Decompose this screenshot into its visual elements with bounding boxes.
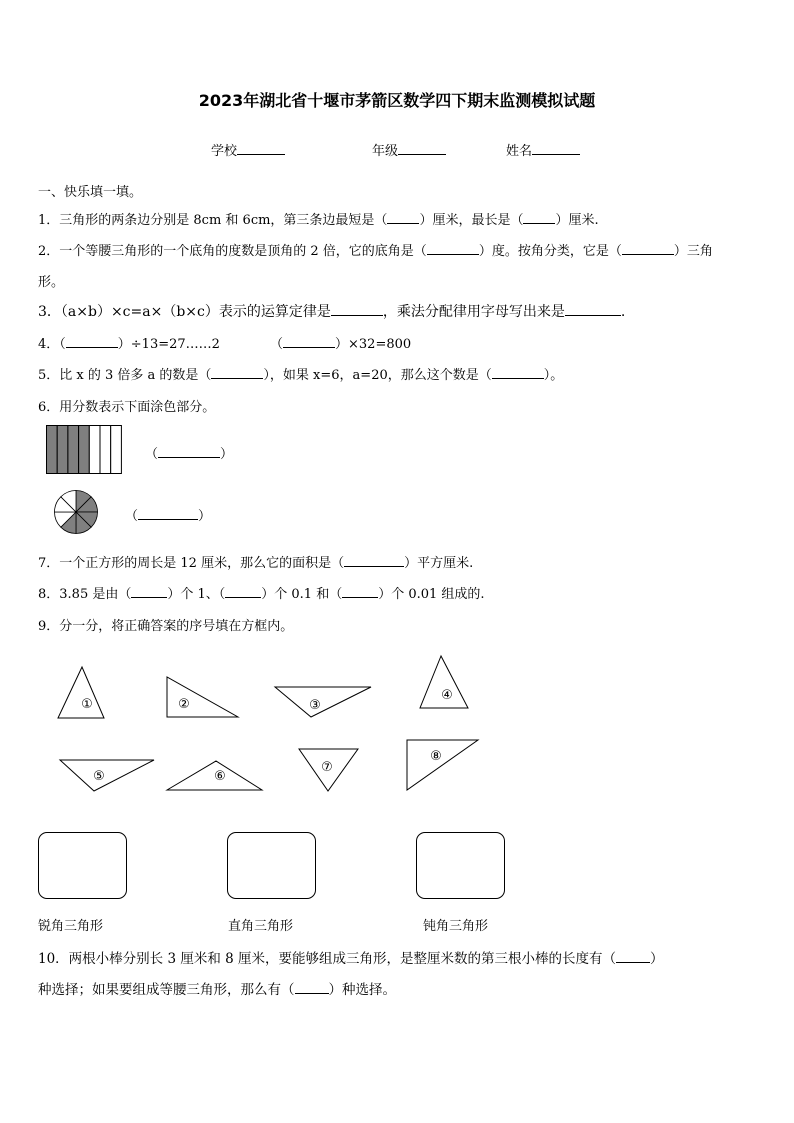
q8-blank-3[interactable] xyxy=(342,585,378,598)
school-label: 学校 xyxy=(211,144,238,159)
q1-text-a: 1．三角形的两条边分别是 8cm 和 6cm，第三条边最短是（ xyxy=(38,213,388,228)
q2-text-b: ）度。按角分类，它是（ xyxy=(478,244,622,259)
name-field xyxy=(506,140,580,159)
page-title: 2023年湖北省十堰市茅箭区数学四下期末监测模拟试题 xyxy=(198,91,596,110)
name-label: 姓名 xyxy=(506,144,533,159)
q8-blank-2[interactable] xyxy=(225,585,261,598)
q1-text-c: ）厘米. xyxy=(555,213,599,228)
q6-blank-1[interactable] xyxy=(158,445,220,458)
q2-text-c: ）三角 xyxy=(673,244,713,259)
q4-text-b: ）÷13=27……2 xyxy=(117,337,220,352)
section-heading: 一、快乐填一填。 xyxy=(38,185,143,200)
q10-text-c: 种选择；如果要组成等腰三角形，那么有（ xyxy=(38,982,295,998)
q6-blank-2[interactable] xyxy=(138,507,198,520)
triangle-7-label: ⑦ xyxy=(321,760,333,775)
triangle-6-label: ⑥ xyxy=(214,769,226,784)
q3-text-c: . xyxy=(620,304,626,320)
q3-blank-1[interactable] xyxy=(331,303,383,316)
question-10 xyxy=(38,947,664,967)
triangle-4[interactable] xyxy=(420,656,468,708)
triangle-3-label: ③ xyxy=(309,698,321,713)
q8-blank-1[interactable] xyxy=(131,585,167,598)
question-8 xyxy=(38,583,485,602)
q5-blank-2[interactable] xyxy=(492,366,544,379)
right-triangle-box[interactable] xyxy=(227,832,316,899)
triangle-2-label: ② xyxy=(178,697,190,712)
question-2 xyxy=(38,240,713,259)
q4-text-d: ）×32=800 xyxy=(335,337,412,352)
triangle-4-label: ④ xyxy=(441,688,453,703)
question-10-cont xyxy=(38,978,396,998)
rect-shaded-part-3 xyxy=(68,426,79,474)
rect-shaded-part-4 xyxy=(79,426,90,474)
q10-text-d: ）种选择。 xyxy=(328,982,396,998)
obtuse-triangle-box[interactable] xyxy=(416,832,505,899)
triangle-8-label: ⑧ xyxy=(430,749,442,764)
right-triangle-label: 直角三角形 xyxy=(228,919,294,934)
rect-shaded-part-2 xyxy=(57,426,68,474)
q8-text-d: ）个 0.01 组成的. xyxy=(378,587,485,602)
q5-text-a: 5．比 x 的 3 倍多 a 的数是（ xyxy=(38,368,212,383)
school-field xyxy=(211,140,285,159)
q8-text-c: ）个 0.1 和（ xyxy=(261,587,343,602)
q7-text-b: ）平方厘米. xyxy=(404,556,474,571)
triangle-1-label: ① xyxy=(81,697,93,712)
question-3 xyxy=(38,301,625,321)
shaded-rectangle-figure xyxy=(46,425,122,475)
question-6: 6．用分数表示下面涂色部分。 xyxy=(38,400,216,415)
rect-part-7 xyxy=(111,426,122,474)
question-5 xyxy=(38,364,563,383)
triangle-5[interactable] xyxy=(60,760,154,791)
name-blank[interactable] xyxy=(532,142,580,155)
q7-text-a: 7．一个正方形的周长是 12 厘米，那么它的面积是（ xyxy=(38,556,345,571)
question-1 xyxy=(38,209,599,228)
q1-blank-1[interactable] xyxy=(387,211,419,224)
rect-part-5 xyxy=(89,426,100,474)
q5-text-c: ）。 xyxy=(543,368,564,383)
q6-answer-1 xyxy=(145,443,233,462)
rect-part-6 xyxy=(100,426,111,474)
q4-text-c: （ xyxy=(270,337,284,352)
q2-blank-1[interactable] xyxy=(427,242,479,255)
question-4a xyxy=(38,333,220,352)
q2-blank-2[interactable] xyxy=(622,242,674,255)
q8-text-b: ）个 1、（ xyxy=(167,587,226,602)
q8-text-a: 8．3.85 是由（ xyxy=(38,587,132,602)
acute-triangle-box[interactable] xyxy=(38,832,127,899)
q4-text-a: 4．（ xyxy=(38,337,66,352)
q3-blank-2[interactable] xyxy=(565,303,621,316)
q10-blank-1[interactable] xyxy=(616,950,650,963)
q3-text-a: 3．（a×b）×c=a×（b×c）表示的运算定律是 xyxy=(38,304,331,320)
triangle-2[interactable] xyxy=(167,677,238,717)
obtuse-triangle-label: 钝角三角形 xyxy=(423,919,489,934)
q10-blank-2[interactable] xyxy=(295,981,329,994)
acute-triangle-label: 锐角三角形 xyxy=(38,919,104,934)
triangle-3[interactable] xyxy=(275,687,371,717)
question-7 xyxy=(38,552,473,571)
triangle-5-label: ⑤ xyxy=(93,769,105,784)
q6-answer-2 xyxy=(125,505,211,524)
triangles-figure xyxy=(0,650,794,810)
q1-blank-2[interactable] xyxy=(523,211,555,224)
q10-text-b: ） xyxy=(650,951,664,967)
grade-field xyxy=(372,140,446,159)
q6-paren-open-2: （ xyxy=(125,509,139,524)
grade-label: 年级 xyxy=(372,144,399,159)
triangle-7[interactable] xyxy=(299,749,358,791)
q6-paren-close-2: ） xyxy=(198,509,212,524)
question-9: 9．分一分，将正确答案的序号填在方框内。 xyxy=(38,619,294,634)
q10-text-a: 10．两根小棒分别长 3 厘米和 8 厘米，要能够组成三角形，是整厘米数的第三根小棒的长度有（ xyxy=(38,951,617,967)
q1-text-b: ）厘米，最长是（ xyxy=(419,213,524,228)
q5-text-b: ），如果 x=6，a=20，那么这个数是（ xyxy=(263,368,492,383)
q7-blank-1[interactable] xyxy=(344,554,404,567)
school-blank[interactable] xyxy=(237,142,285,155)
grade-blank[interactable] xyxy=(398,142,446,155)
q6-paren-close-1: ） xyxy=(220,447,234,462)
triangle-1[interactable] xyxy=(58,667,104,718)
q4-blank-2[interactable] xyxy=(283,335,335,348)
rect-shaded-part-1 xyxy=(47,426,58,474)
q2-text-a: 2．一个等腰三角形的一个底角的度数是顶角的 2 倍，它的底角是（ xyxy=(38,244,427,259)
shaded-pie-figure xyxy=(53,489,99,535)
triangle-8[interactable] xyxy=(407,740,478,790)
question-4b xyxy=(270,333,411,352)
q4-blank-1[interactable] xyxy=(66,335,118,348)
triangle-6[interactable] xyxy=(167,761,262,790)
question-2-cont: 形。 xyxy=(38,275,65,290)
q6-paren-open-1: （ xyxy=(145,447,159,462)
q5-blank-1[interactable] xyxy=(211,366,263,379)
q3-text-b: ，乘法分配律用字母写出来是 xyxy=(382,304,565,320)
